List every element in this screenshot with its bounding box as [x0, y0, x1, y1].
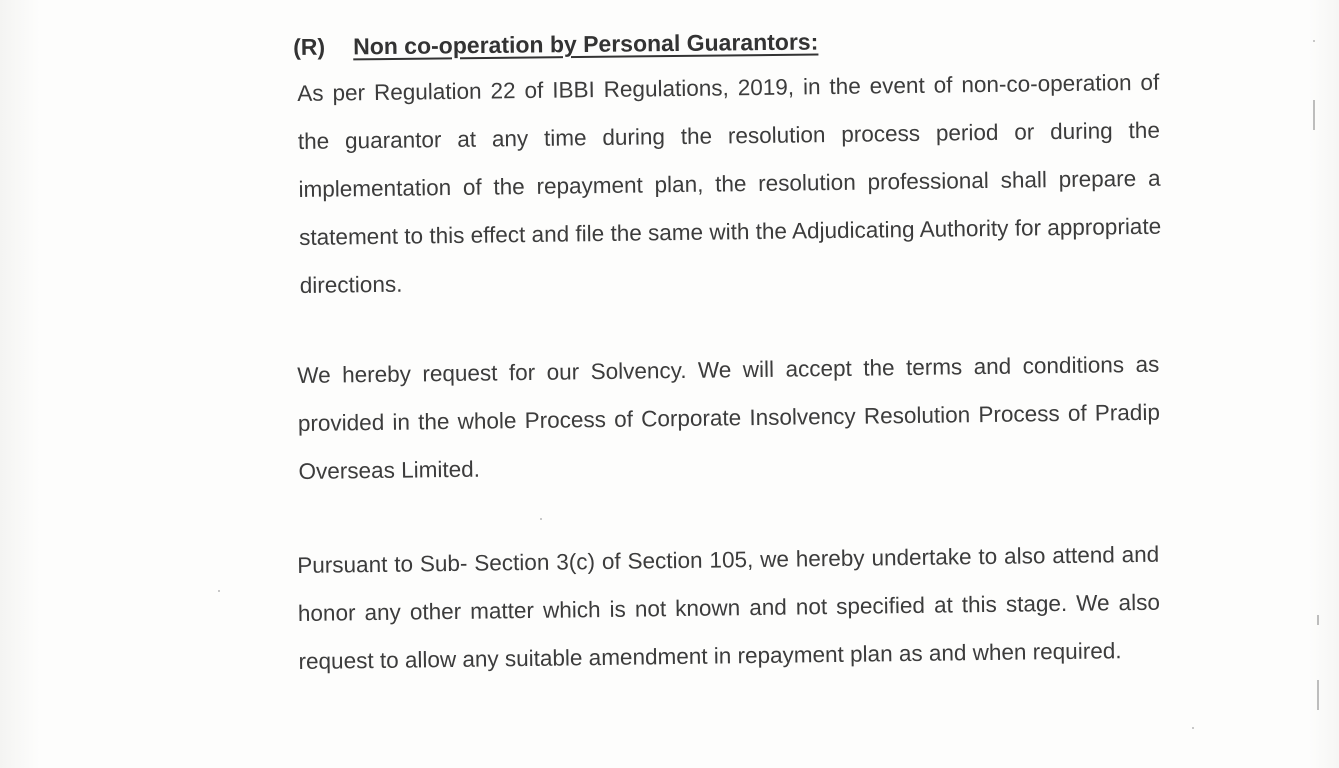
paragraph-regulation-22: As per Regulation 22 of IBBI Regulations, 2019, in the event of non-co-operation of the guarantor at any time during the resolution process period or during the implementation of the repayment plan, the resolution professional shall prepare a statement to this effect and file the same with the Adjudicating Authority for appropriate directions.: [297, 69, 1162, 298]
section-title: Non co-operation by Personal Guarantors:: [352, 28, 819, 60]
scan-edge-mark: [1317, 615, 1319, 625]
paragraph-section-105-undertaking: Pursuant to Sub- Section 3(c) of Section 105, we hereby undertake to also attend and honor any other matter which is not known and not specified at this stage. We also request to allow any suitable amendment in repayment plan as and when required.: [297, 541, 1161, 674]
paragraph-solvency-request: We hereby request for our Solvency. We will accept the terms and conditions as provided in the whole Process of Corporate Insolvency Resolution Process of Pradip Overseas Limited.: [297, 351, 1161, 484]
left-page-shadow: [0, 0, 40, 768]
section-number: (R): [293, 33, 326, 60]
section-heading: [293, 29, 818, 61]
scan-edge-mark: [1317, 680, 1319, 710]
scan-speck: [540, 518, 542, 520]
scan-speck: [1313, 40, 1315, 42]
scan-edge-mark: [1313, 100, 1315, 130]
scan-speck: [218, 590, 220, 592]
scan-speck: [1192, 727, 1194, 729]
